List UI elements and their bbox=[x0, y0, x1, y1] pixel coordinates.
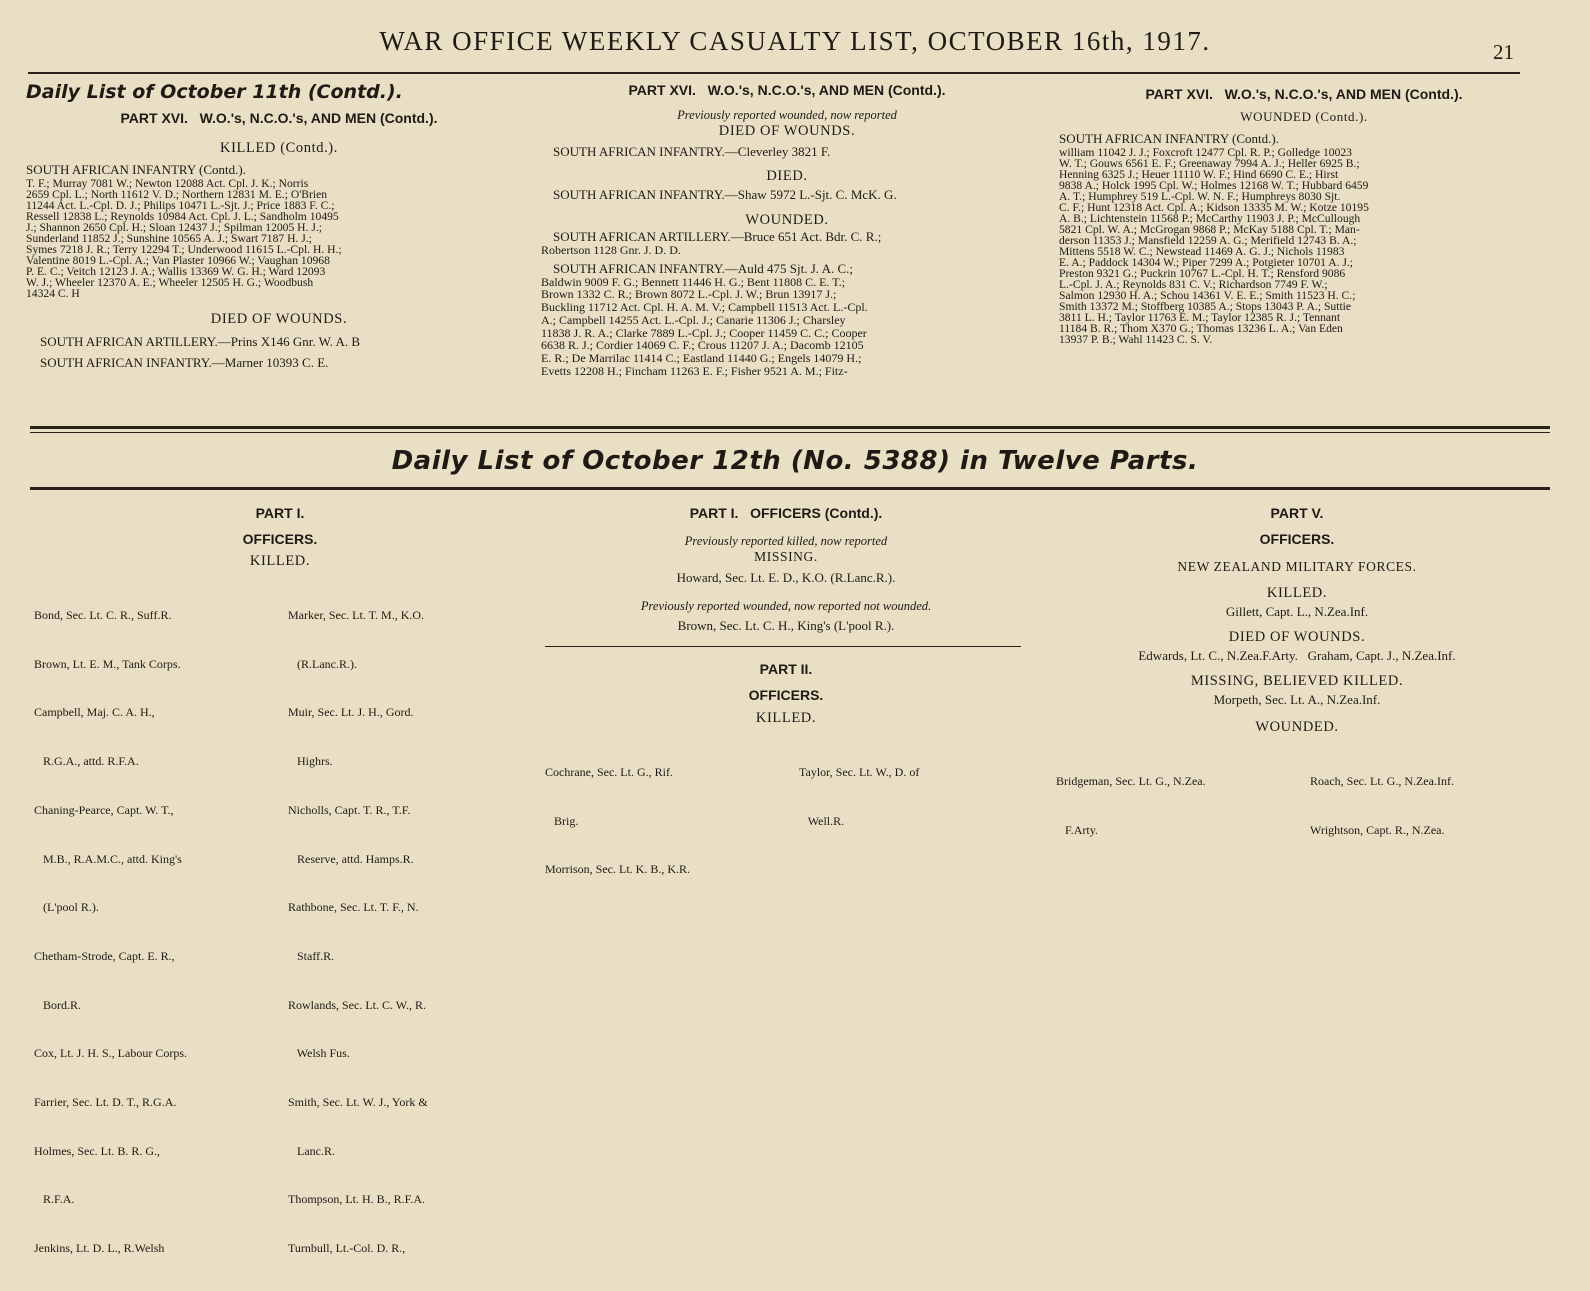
officer-entry: Morrison, Sec. Lt. K. B., K.R. bbox=[545, 862, 690, 877]
casualty-line: W. J.; Wheeler 12370 A. E.; Wheeler 12505 H. G.; Woodbush bbox=[26, 276, 314, 289]
officer-entry: Cox, Lt. J. H. S., Labour Corps. bbox=[34, 1046, 187, 1061]
casualty-line: Ressell 12838 L.; Reynolds 10984 Act. Cpl. J. L.; Sandholm 10495 bbox=[26, 210, 339, 223]
casualty-line: william 11042 J. J.; Foxcroft 12477 Cpl. R. P.; Golledge 10023 bbox=[1059, 146, 1352, 159]
casualty-line: Henning 6325 J.; Heuer 11110 W. F.; Hind 6690 C. E.; Hirst bbox=[1059, 168, 1339, 181]
reported-note: Previously reported killed, now reported bbox=[684, 534, 888, 548]
officer-entry: Muir, Sec. Lt. J. H., Gord. bbox=[288, 705, 414, 720]
casualty-line: A. T.; Humphrey 519 L.-Cpl. W. N. F.; Humphreys 8030 Sjt. bbox=[1059, 190, 1341, 203]
officer-list-col1 bbox=[545, 730, 690, 912]
officer-entry: Roach, Sec. Lt. G., N.Zea.Inf. bbox=[1310, 774, 1454, 788]
reported-note: Previously reported wounded, now reported not wounded. bbox=[640, 599, 932, 613]
officer-entry: Lanc.R. bbox=[288, 1143, 335, 1158]
officer-entry: Thompson, Lt. H. B., R.F.A. bbox=[288, 1192, 426, 1207]
casualty-line: Sunderland 11852 J.; Sunshine 10565 A. J.; Swart 7187 H. J.; bbox=[26, 232, 312, 245]
casualty-line: P. E. C.; Veitch 12123 J. A.; Wallis 13369 W. G. H.; Ward 12093 bbox=[26, 265, 326, 278]
daily-list-banner-oct11: Daily List of October 11th (Contd.). bbox=[26, 81, 403, 103]
officer-entry: Brown, Sec. Lt. C. H., King's (L'pool R.). bbox=[677, 618, 895, 633]
officer-entry: Bord.R. bbox=[34, 997, 82, 1012]
officer-entry: Wrightson, Capt. R., N.Zea. bbox=[1310, 822, 1445, 837]
casualty-line: 9838 A.; Holck 1995 Cpl. W.; Holmes 12168 W. T.; Hubbard 6459 bbox=[1059, 179, 1369, 192]
casualty-line: 11244 Act. L.-Cpl. D. J.; Philips 10471 L.-Sjt. J.; Price 1883 F. C.; bbox=[26, 199, 335, 212]
unit-heading: SOUTH AFRICAN INFANTRY (Contd.). bbox=[1059, 131, 1279, 146]
officer-entry: Howard, Sec. Lt. E. D., K.O. (R.Lanc.R.). bbox=[676, 570, 896, 585]
officer-entry: Jenkins, Lt. D. L., R.Welsh bbox=[34, 1241, 165, 1256]
officer-entry: Campbell, Maj. C. A. H., bbox=[34, 705, 155, 720]
casualty-line: T. F.; Murray 7081 W.; Newton 12088 Act. Cpl. J. K.; Norris bbox=[26, 177, 309, 190]
officer-entry: (L'pool R.). bbox=[34, 900, 99, 915]
casualty-line: Salmon 12930 H. A.; Schou 14361 V. E. E.; Smith 11523 H. C.; bbox=[1059, 289, 1356, 302]
wounded-contd-heading: WOUNDED (Contd.). bbox=[1240, 109, 1368, 124]
casualty-line: L.-Cpl. J. A.; Reynolds 831 C. V.; Richardson 7749 F. W.; bbox=[1059, 278, 1328, 291]
officer-entry: Welsh Fus. bbox=[288, 1046, 350, 1061]
died-of-wounds-heading: DIED OF WOUNDS. bbox=[210, 311, 348, 327]
part-heading: PART I. OFFICERS (Contd.). bbox=[689, 505, 883, 521]
casualty-line: SOUTH AFRICAN INFANTRY.—Auld 475 Sjt. J. A. C.; bbox=[553, 260, 854, 276]
officer-entry: Well.R. bbox=[799, 813, 845, 828]
officer-list-col2 bbox=[288, 573, 428, 1291]
officer-entry: Cochrane, Sec. Lt. G., Rif. bbox=[545, 765, 673, 779]
killed-heading: KILLED. bbox=[1266, 585, 1328, 601]
casualty-line: 11838 J. R. A.; Clarke 7889 L.-Cpl. J.; Cooper 11459 C. C.; Cooper bbox=[541, 325, 867, 340]
killed-heading: KILLED (Contd.). bbox=[220, 140, 338, 156]
casualty-line: Symes 7218 J. R.; Terry 12294 T.; Underwood 11615 L.-Cpl. H. H.; bbox=[26, 243, 342, 256]
part-heading: PART XVI. W.O.'s, N.C.O.'s, AND MEN (Contd.). bbox=[120, 110, 438, 126]
top-right-column bbox=[1059, 80, 1549, 410]
missing-heading: MISSING. bbox=[754, 549, 818, 564]
casualty-line: W. T.; Gouws 6561 E. F.; Greenaway 7994 A. J.; Heller 6925 B.; bbox=[1059, 157, 1360, 170]
casualty-line: J.; Shannon 2650 Cpl. H.; Sloan 12437 J.; Spilman 12005 H. J.; bbox=[26, 221, 322, 234]
casualty-line: E. A.; Paddock 14304 W.; Piper 7299 A.; Potgieter 10701 A. J.; bbox=[1059, 256, 1354, 269]
part-heading: PART V. bbox=[1270, 505, 1324, 521]
unit-heading: SOUTH AFRICAN INFANTRY (Contd.). bbox=[26, 162, 246, 177]
officer-entry: Highrs. bbox=[288, 754, 333, 769]
casualty-line: SOUTH AFRICAN ARTILLERY.—Prins X146 Gnr. W. A. B bbox=[40, 334, 361, 349]
casualty-line: SOUTH AFRICAN INFANTRY.—Cleverley 3821 F. bbox=[553, 144, 831, 159]
officer-entry: Edwards, Lt. C., N.Zea.F.Arty. Graham, Capt. J., N.Zea.Inf. bbox=[1138, 648, 1456, 663]
casualty-line: Baldwin 9009 F. G.; Bennett 11446 H. G.; Bent 11808 C. E. T.; bbox=[541, 274, 846, 289]
casualty-line: Valentine 8019 L.-Cpl. A.; Van Plaster 10966 W.; Vaughan 10968 bbox=[26, 254, 330, 267]
officer-entry: Bond, Sec. Lt. C. R., Suff.R. bbox=[34, 608, 172, 622]
header-rule bbox=[28, 72, 1520, 74]
force-heading: NEW ZEALAND MILITARY FORCES. bbox=[1177, 559, 1417, 574]
page-number: 21 bbox=[1493, 40, 1514, 64]
casualty-line: E. R.; De Marrilac 11414 C.; Eastland 11440 G.; Engels 14079 H.; bbox=[541, 350, 862, 365]
officers-heading: OFFICERS. bbox=[242, 531, 318, 547]
section-rule-bottom bbox=[30, 487, 1550, 490]
officer-entry: (R.Lanc.R.). bbox=[288, 656, 357, 671]
reported-note: Previously reported wounded, now reported bbox=[677, 108, 897, 122]
officer-entry: Morpeth, Sec. Lt. A., N.Zea.Inf. bbox=[1213, 692, 1381, 707]
part-divider bbox=[545, 646, 1021, 647]
casualty-line: Mittens 5518 W. C.; Newstead 11469 A. G. J.; Nichols 11983 bbox=[1059, 245, 1345, 258]
casualty-line: Evetts 12208 H.; Fincham 11263 E. F.; Fisher 9521 A. M.; Fitz- bbox=[541, 363, 848, 378]
officer-list-col2 bbox=[799, 730, 919, 863]
casualty-line: Buckling 11712 Act. Cpl. H. A. M. V.; Campbell 11513 Act. L.-Cpl. bbox=[541, 300, 868, 315]
officer-entry: Holmes, Sec. Lt. B. R. G., bbox=[34, 1143, 160, 1158]
casualty-line: A.; Campbell 14255 Act. L.-Cpl. J.; Canarie 11306 J.; Charsley bbox=[541, 312, 846, 327]
bottom-right-column bbox=[1052, 503, 1542, 837]
casualty-line: 11184 B. R.; Thom X370 G.; Thomas 13236 L. A.; Van Eden bbox=[1059, 322, 1343, 335]
officer-entry: Brig. bbox=[545, 813, 579, 828]
officer-entry: Staff.R. bbox=[288, 948, 335, 963]
died-of-wounds-heading: DIED OF WOUNDS. bbox=[1228, 629, 1366, 645]
officer-entry: R.F.A. bbox=[34, 1192, 75, 1207]
died-of-wounds-heading: DIED OF WOUNDS. bbox=[718, 123, 856, 139]
part-heading: PART XVI. W.O.'s, N.C.O.'s, AND MEN (Contd.). bbox=[628, 82, 946, 98]
bottom-left-column bbox=[30, 503, 530, 1256]
officer-entry: Bridgeman, Sec. Lt. G., N.Zea. bbox=[1056, 774, 1206, 788]
casualty-line: C. F.; Hunt 12318 Act. Cpl. A.; Kidson 13335 M. W.; Kotze 10195 bbox=[1059, 201, 1369, 214]
officer-entry: Gillett, Capt. L., N.Zea.Inf. bbox=[1225, 604, 1369, 619]
officer-entry: Marker, Sec. Lt. T. M., K.O. bbox=[288, 608, 425, 622]
officer-entry: Chetham-Strode, Capt. E. R., bbox=[34, 948, 175, 963]
officer-entry: Turnbull, Lt.-Col. D. R., bbox=[288, 1241, 406, 1256]
officer-list-col1 bbox=[34, 573, 187, 1291]
bottom-middle-column bbox=[541, 503, 1031, 877]
top-left-column bbox=[26, 80, 532, 410]
page-header-title: WAR OFFICE WEEKLY CASUALTY LIST, OCTOBER 16th, 1917. bbox=[379, 26, 1211, 56]
officers-heading: OFFICERS. bbox=[1259, 531, 1335, 547]
casualty-line: Smith 13372 M.; Stoffberg 10385 A.; Stops 13043 P. A.; Suttie bbox=[1059, 300, 1352, 313]
officer-entry: Nicholls, Capt. T. R., T.F. bbox=[288, 802, 411, 817]
casualty-line: 2659 Cpl. L.; North 11612 V. D.; Northern 12831 M. E.; O'Brien bbox=[26, 188, 328, 201]
top-middle-column bbox=[541, 80, 1033, 410]
part-heading: PART I. bbox=[255, 505, 305, 521]
part-heading: PART II. bbox=[759, 661, 813, 677]
officer-entry: Reserve, attd. Hamps.R. bbox=[288, 851, 414, 866]
casualty-line: Brown 1332 C. R.; Brown 8072 L.-Cpl. J. W.; Brun 13917 J.; bbox=[541, 287, 837, 302]
officer-entry: Brown, Lt. E. M., Tank Corps. bbox=[34, 656, 181, 671]
officer-entry: Rathbone, Sec. Lt. T. F., N. bbox=[288, 900, 419, 915]
casualty-line: SOUTH AFRICAN INFANTRY.—Marner 10393 C. E. bbox=[40, 355, 329, 370]
officer-entry: Rowlands, Sec. Lt. C. W., R. bbox=[288, 997, 427, 1012]
casualty-line: SOUTH AFRICAN ARTILLERY.—Bruce 651 Act. Bdr. C. R.; bbox=[553, 229, 882, 244]
casualty-line: Robertson 1128 Gnr. J. D. D. bbox=[541, 243, 681, 257]
officer-entry: Chaning-Pearce, Capt. W. T., bbox=[34, 802, 174, 817]
casualty-line: 14324 C. H bbox=[26, 287, 80, 300]
officer-entry: Farrier, Sec. Lt. D. T., R.G.A. bbox=[34, 1095, 177, 1110]
missing-believed-killed-heading: MISSING, BELIEVED KILLED. bbox=[1190, 673, 1404, 689]
casualty-line: A. B.; Lichtenstein 11568 P.; McCarthy 11903 J. P.; McCullough bbox=[1059, 212, 1361, 225]
section-rule-top-thin bbox=[30, 432, 1550, 433]
part-heading: PART XVI. W.O.'s, N.C.O.'s, AND MEN (Contd.). bbox=[1145, 86, 1463, 102]
casualty-line: 3811 L. H.; Taylor 11763 E. M.; Taylor 12385 R. J.; Tennant bbox=[1059, 311, 1341, 324]
wounded-heading: WOUNDED. bbox=[745, 212, 829, 228]
killed-heading: KILLED. bbox=[249, 553, 311, 569]
officer-entry: F.Arty. bbox=[1056, 822, 1098, 837]
officers-heading: OFFICERS. bbox=[748, 687, 824, 703]
officer-entry: R.G.A., attd. R.F.A. bbox=[34, 754, 139, 769]
daily-list-banner-oct12: Daily List of October 12th (No. 5388) in Twelve Parts. bbox=[391, 446, 1199, 476]
officer-entry: M.B., R.A.M.C., attd. King's bbox=[34, 851, 182, 866]
officer-list-col1 bbox=[1056, 739, 1206, 872]
killed-heading: KILLED. bbox=[755, 710, 817, 726]
casualty-line: derson 11353 J.; Mansfield 12259 A. G.; Merifield 12743 B. A.; bbox=[1059, 234, 1357, 247]
section-rule-top bbox=[30, 426, 1550, 429]
officer-entry: Taylor, Sec. Lt. W., D. of bbox=[799, 765, 920, 779]
died-heading: DIED. bbox=[766, 168, 808, 184]
casualty-line: 13937 P. B.; Wahl 11423 C. S. V. bbox=[1059, 333, 1213, 346]
officer-entry: Smith, Sec. Lt. W. J., York & bbox=[288, 1095, 428, 1110]
wounded-heading: WOUNDED. bbox=[1255, 719, 1339, 735]
casualty-line: 6638 R. J.; Cordier 14069 C. F.; Crous 11207 J. A.; Dacomb 12105 bbox=[541, 338, 864, 353]
casualty-line: 5821 Cpl. W. A.; McGrogan 9868 P.; McKay 5188 Cpl. T.; Man- bbox=[1059, 223, 1360, 236]
officer-list-col2 bbox=[1310, 739, 1454, 872]
casualty-line: Preston 9321 G.; Puckrin 10767 L.-Cpl. H. T.; Rensford 9086 bbox=[1059, 267, 1346, 280]
casualty-line: SOUTH AFRICAN INFANTRY.—Shaw 5972 L.-Sjt. C. McK. G. bbox=[553, 187, 897, 202]
